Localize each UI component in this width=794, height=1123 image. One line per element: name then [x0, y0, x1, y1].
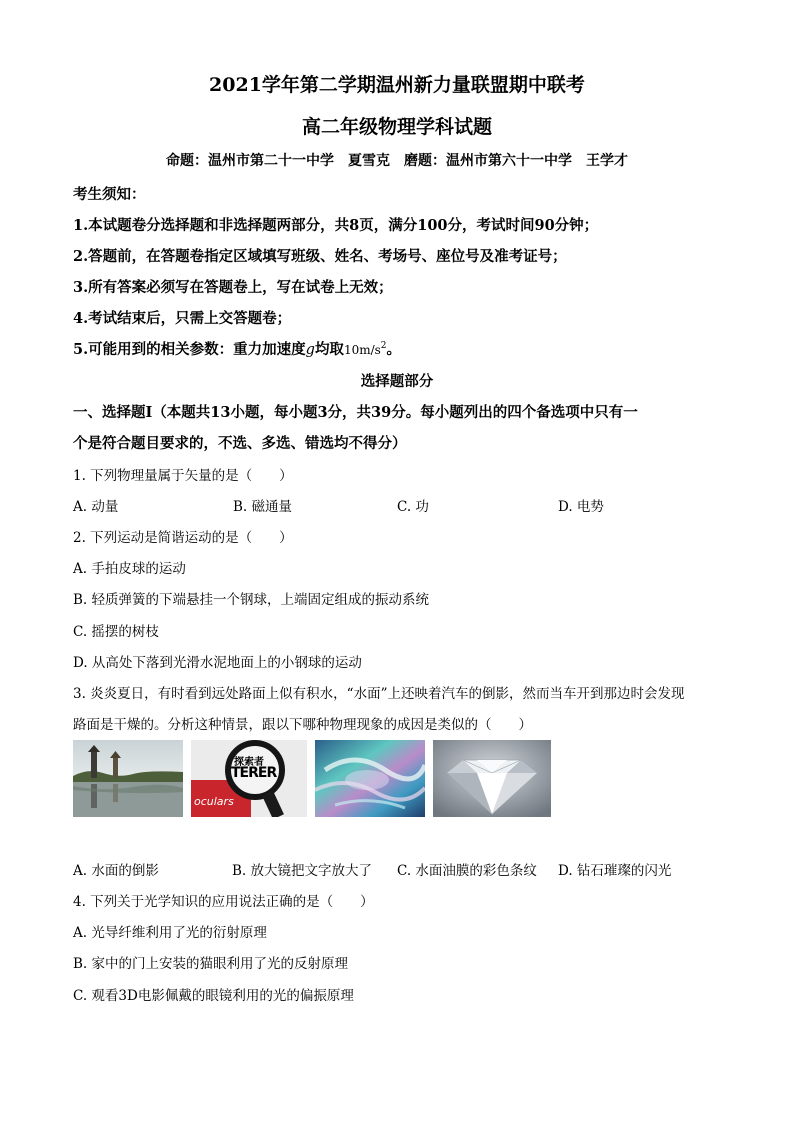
q3-option-a: A. 水面的倒影: [73, 863, 159, 879]
notice-item-5-prefix: 5.可能用到的相关参数：重力加速度: [73, 341, 306, 358]
q4-option-a: A. 光导纤维利用了光的衍射原理: [73, 925, 267, 941]
part1-intro-line2: 个是符合题目要求的，不选、多选、错选均不得分）: [73, 435, 407, 452]
q2-option-b: B. 轻质弹簧的下端悬挂一个钢球，上端固定组成的振动系统: [73, 592, 430, 608]
q3-image-magnifier: [191, 740, 307, 817]
exam-title: 2021学年第二学期温州新力量联盟期中联考: [209, 74, 585, 96]
q3-stem-line1: 3. 炎炎夏日，有时看到远处路面上似有积水，“水面”上还映着汽车的倒影，然而当车开到那边时会发现: [73, 686, 685, 702]
exam-authors: 命题：温州市第二十一中学 夏雪克 磨题：温州市第六十一中学 王学才: [166, 153, 628, 169]
q1-stem: 1. 下列物理量属于矢量的是（ ）: [73, 468, 293, 484]
magnifier-text-2: TERER: [231, 765, 277, 781]
gravity-exponent: 2: [380, 341, 387, 352]
gravity-value: 10m/s: [343, 343, 381, 357]
notice-item-1: 1.本试题卷分选择题和非选择题两部分，共8页，满分100分，考试时间90分钟；: [73, 217, 599, 234]
notice-item-5-end: 。: [386, 341, 402, 358]
q3-option-d: D. 钻石璀璨的闪光: [558, 863, 672, 879]
notice-item-2: 2.答题前，在答题卷指定区域填写班级、姓名、考场号、座位号及准考证号；: [73, 248, 567, 265]
q3-image-oil-film: [315, 740, 425, 817]
gravity-symbol: g: [305, 342, 315, 358]
q1-option-a: A. 动量: [73, 499, 119, 515]
notice-heading: 考生须知：: [73, 186, 146, 203]
q1-option-d: D. 电势: [558, 499, 604, 515]
q4-stem: 4. 下列关于光学知识的应用说法正确的是（ ）: [73, 894, 374, 910]
magnifier-text-3: oculars: [194, 795, 234, 808]
q1-option-c: C. 功: [397, 499, 429, 515]
q2-option-a: A. 手拍皮球的运动: [73, 561, 186, 577]
q2-option-c: C. 摇摆的树枝: [73, 624, 159, 640]
q4-option-b: B. 家中的门上安装的猫眼利用了光的反射原理: [73, 956, 349, 972]
q1-option-b: B. 磁通量: [233, 499, 293, 515]
q4-option-c: C. 观看3D电影佩戴的眼镜利用的光的偏振原理: [73, 988, 354, 1004]
part1-intro-line1: 一、选择题Ⅰ（本题共13小题，每小题3分，共39分。每小题列出的四个备选项中只有一: [73, 404, 638, 421]
q3-image-pagoda-reflection: [73, 740, 183, 817]
q3-option-c: C. 水面油膜的彩色条纹: [397, 863, 537, 879]
exam-subtitle: 高二年级物理学科试题: [301, 116, 492, 138]
q2-option-d: D. 从高处下落到光滑水泥地面上的小钢球的运动: [73, 655, 362, 671]
q3-image-diamond: [433, 740, 551, 817]
notice-item-5-mid: 均取: [314, 341, 344, 358]
q2-stem: 2. 下列运动是简谐运动的是（ ）: [73, 530, 293, 546]
notice-item-4: 4.考试结束后，只需上交答题卷；: [73, 310, 292, 327]
notice-item-3: 3.所有答案必须写在答题卷上，写在试卷上无效；: [73, 279, 393, 296]
section-title: 选择题部分: [360, 373, 434, 390]
notice-item-5: [73, 338, 401, 359]
magnifier-text-1: 探索者: [234, 757, 264, 768]
q3-option-b: B. 放大镜把文字放大了: [232, 863, 373, 879]
q3-stem-line2: 路面是干燥的。分析这种情景，跟以下哪种物理现象的成因是类似的（ ）: [73, 717, 532, 733]
